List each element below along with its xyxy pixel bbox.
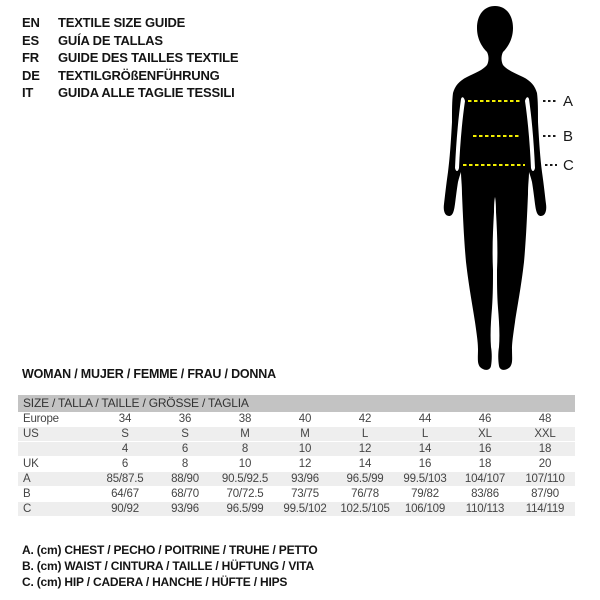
size-value-cell: 10 <box>238 458 252 470</box>
language-line-es <box>22 32 238 50</box>
size-value-cell: 96.5/99 <box>346 473 384 485</box>
size-value-cell: 6 <box>121 458 129 470</box>
size-value-cell: 73/75 <box>291 488 319 500</box>
size-value-cell: XXL <box>534 428 556 440</box>
language-list <box>22 14 238 102</box>
size-value-cell: 38 <box>238 413 252 425</box>
size-value-cell: 107/110 <box>525 473 565 485</box>
section-title: WOMAN / MUJER / FEMME / FRAU / DONNA <box>22 367 276 381</box>
language-title: GUIDE DES TAILLES TEXTILE <box>58 50 239 65</box>
measure-label-c: C <box>563 157 574 174</box>
size-value-cell: 79/82 <box>411 488 439 500</box>
size-value-cell: 114/119 <box>525 503 565 515</box>
legend-line-a: A. (cm) CHEST / PECHO / POITRINE / TRUHE / PETTO <box>22 543 318 557</box>
size-value-cell: 40 <box>298 413 312 425</box>
size-value-cell: 18 <box>538 443 552 455</box>
size-value-cell: 64/67 <box>111 488 139 500</box>
size-value-cell: 8 <box>241 443 249 455</box>
row-label: B <box>23 488 31 500</box>
language-code: ES <box>22 32 39 48</box>
size-value-cell: 90/92 <box>111 503 139 515</box>
language-title: TEXTILE SIZE GUIDE <box>58 15 186 30</box>
measurement-legend <box>22 542 318 591</box>
size-value-cell: 96.5/99 <box>226 503 264 515</box>
figure-wrap <box>400 0 600 380</box>
language-code: DE <box>22 67 40 83</box>
row-label <box>18 442 95 456</box>
size-value-cell: 20 <box>538 458 552 470</box>
size-value-cell: L <box>361 428 369 440</box>
size-value-cell: 106/109 <box>404 503 446 515</box>
size-value-cell: 14 <box>418 443 432 455</box>
language-title: TEXTILGRÖßENFÜHRUNG <box>58 67 220 83</box>
size-value-cell: 104/107 <box>464 473 506 485</box>
size-value-cell: 93/96 <box>291 473 319 485</box>
measure-label-a: A <box>563 93 574 110</box>
size-table-header: SIZE / TALLA / TAILLE / GRÖSSE / TAGLIA <box>18 395 575 412</box>
size-value-cell: 99.5/102 <box>283 503 327 515</box>
size-value-cell: M <box>240 428 250 440</box>
table-row-us <box>18 427 575 442</box>
row-label: C <box>23 503 32 515</box>
size-table <box>18 395 585 517</box>
size-table-body <box>18 412 575 517</box>
size-value-cell: 12 <box>358 443 372 455</box>
size-value-cell: 83/86 <box>471 488 499 500</box>
language-line-it <box>22 84 238 102</box>
size-value-cell: 6 <box>181 443 189 455</box>
measure-label-b: B <box>563 128 574 145</box>
size-value-cell: 68/70 <box>171 488 199 500</box>
size-value-cell: L <box>421 428 429 440</box>
size-value-cell: 93/96 <box>171 503 199 515</box>
language-title: GUÍA DE TALLAS <box>58 32 163 48</box>
size-value-cell: 70/72.5 <box>226 488 264 500</box>
language-line-de <box>22 67 238 85</box>
woman-silhouette <box>444 6 547 370</box>
table-row-b <box>18 487 575 502</box>
table-row-a <box>18 472 575 487</box>
table-row-c <box>18 502 575 517</box>
table-row-uk <box>18 457 575 472</box>
size-value-cell: 34 <box>118 413 132 425</box>
size-value-cell: 16 <box>418 458 432 470</box>
row-label: A <box>23 473 31 485</box>
size-value-cell: 46 <box>478 413 492 425</box>
size-value-cell: 12 <box>298 458 312 470</box>
row-label: UK <box>23 458 39 470</box>
size-value-cell: 4 <box>121 443 129 455</box>
language-line-fr <box>22 49 238 67</box>
size-value-cell: 42 <box>358 413 372 425</box>
language-line-en <box>22 14 238 32</box>
legend-line-c: C. (cm) HIP / CADERA / HANCHE / HÜFTE / HIPS <box>22 575 288 590</box>
size-value-cell: 18 <box>478 458 492 470</box>
size-value-cell: S <box>121 428 129 440</box>
language-title: GUIDA ALLE TAGLIE TESSILI <box>58 85 235 100</box>
size-value-cell: 44 <box>418 413 432 425</box>
size-value-cell: 8 <box>181 458 189 470</box>
size-value-cell: 110/113 <box>465 503 505 515</box>
size-value-cell: 14 <box>358 458 372 470</box>
size-value-cell: 76/78 <box>351 488 379 500</box>
legend-line-b: B. (cm) WAIST / CINTURA / TAILLE / HÜFTUNG / VITA <box>22 559 314 574</box>
size-value-cell: 85/87.5 <box>106 473 144 485</box>
row-label: Europe <box>23 413 59 425</box>
size-value-cell: 16 <box>478 443 492 455</box>
size-value-cell: M <box>300 428 310 440</box>
language-code: IT <box>22 85 34 100</box>
size-value-cell: 90.5/92.5 <box>221 473 269 485</box>
size-value-cell: XL <box>478 428 492 440</box>
size-value-cell: 10 <box>298 443 312 455</box>
size-value-cell: 99.5/103 <box>403 473 447 485</box>
table-row-europe <box>18 412 575 427</box>
size-value-cell: 102.5/105 <box>340 503 390 515</box>
language-code: EN <box>22 15 40 30</box>
size-value-cell: 87/90 <box>531 488 559 500</box>
row-label: US <box>23 428 39 440</box>
size-value-cell: 88/90 <box>171 473 199 485</box>
table-row-us-numeric <box>18 442 575 457</box>
woman-silhouette-figure <box>400 0 600 380</box>
size-value-cell: 36 <box>178 413 192 425</box>
size-value-cell: S <box>181 428 189 440</box>
size-value-cell: 48 <box>538 413 552 425</box>
language-code: FR <box>22 50 39 65</box>
